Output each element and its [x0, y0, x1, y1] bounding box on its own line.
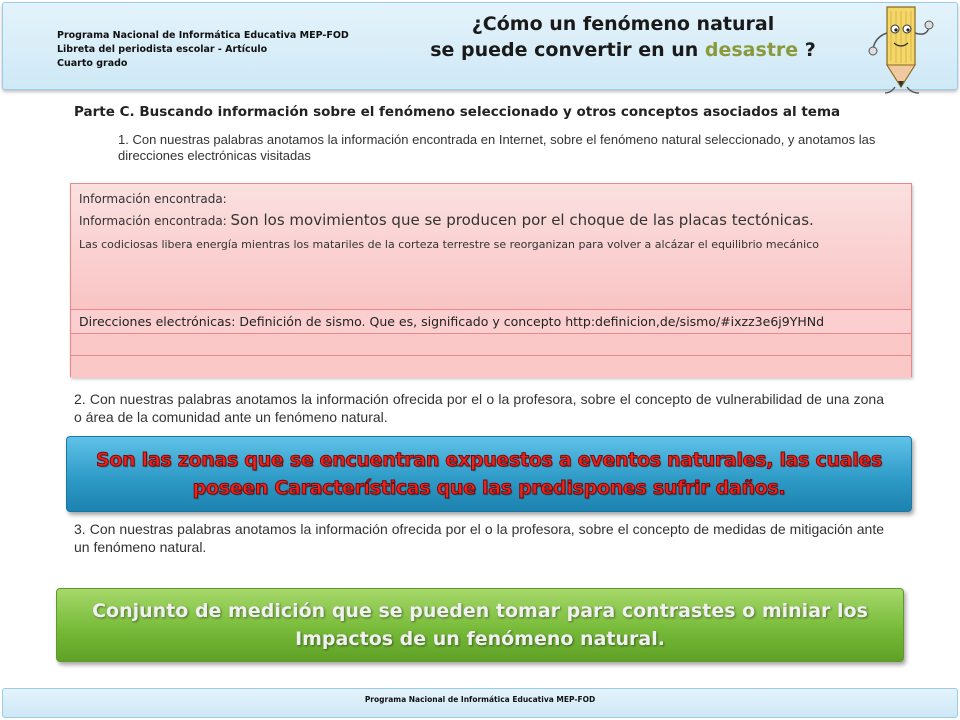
- empty-row: [71, 334, 911, 356]
- notebook-name: Libreta del periodista escolar - Artículo: [57, 44, 268, 55]
- title-line-2-start: se puede convertir en un: [430, 39, 705, 61]
- info-found-line-label: Información encontrada:: [79, 214, 231, 228]
- title-line-2: [393, 37, 853, 63]
- empty-row: [71, 356, 911, 378]
- info-found-label: Información encontrada:: [79, 192, 227, 206]
- grade-label: Cuarto grado: [57, 58, 128, 69]
- info-found-line: [79, 210, 903, 231]
- instruction-3: 3. Con nuestras palabras anotamos la información ofrecida por el o la profesora, sobre el concepto de medidas de mitigación ante un fenómeno natural.: [74, 521, 884, 555]
- vulnerability-answer-text: Son las zonas que se encuentran expuestos a eventos naturales, las cuales poseen Características que las predispones sufrir daños.: [95, 449, 883, 499]
- footer-banner: [2, 688, 958, 718]
- pencil-mascot-icon: [865, 3, 945, 95]
- mitigation-answer-box: [56, 588, 904, 662]
- mitigation-answer-text: Conjunto de medición que se pueden tomar para contrastes o miniar los Impactos de un fenómeno natural.: [92, 600, 868, 650]
- page-title: [393, 11, 853, 63]
- header-banner: [2, 2, 958, 90]
- program-name: Programa Nacional de Informática Educativa MEP-FOD: [57, 30, 349, 41]
- instruction-1: 1. Con nuestras palabras anotamos la información encontrada en Internet, sobre el fenómeno natural seleccionado, y anotamos las direcciones electrónicas visitadas: [118, 132, 876, 163]
- vulnerability-answer-box: [66, 436, 912, 512]
- title-line-1: ¿Cómo un fenómeno natural: [471, 13, 775, 35]
- info-found-cell: [71, 184, 911, 310]
- footer-text: Programa Nacional de Informática Educativa MEP-FOD: [364, 695, 596, 704]
- program-info: [57, 29, 349, 71]
- instruction-2: 2. Con nuestras palabras anotamos la información ofrecida por el o la profesora, sobre el concepto de vulnerabilidad de una zona o área de la comunidad ante un fenómeno natural.: [74, 391, 884, 425]
- directions-row: Direcciones electrónicas: Definición de sismo. Que es, significado y concepto http:definicion,de/sismo/#ixzz3e6j9YHNd: [71, 310, 911, 334]
- title-line-2-end: ?: [798, 39, 816, 61]
- info-found-detail: Las codiciosas libera energía mientras los matariles de la corteza terrestre se reorganizan para volver a alcázar el equilibrio mecánico: [79, 238, 819, 251]
- title-accent-word: desastre: [704, 39, 799, 61]
- section-heading: Parte C. Buscando información sobre el fenómeno seleccionado y otros conceptos asociados al tema: [74, 104, 841, 120]
- info-table: [70, 183, 912, 377]
- info-found-text: Son los movimientos que se producen por el choque de las placas tectónicas.: [230, 211, 814, 229]
